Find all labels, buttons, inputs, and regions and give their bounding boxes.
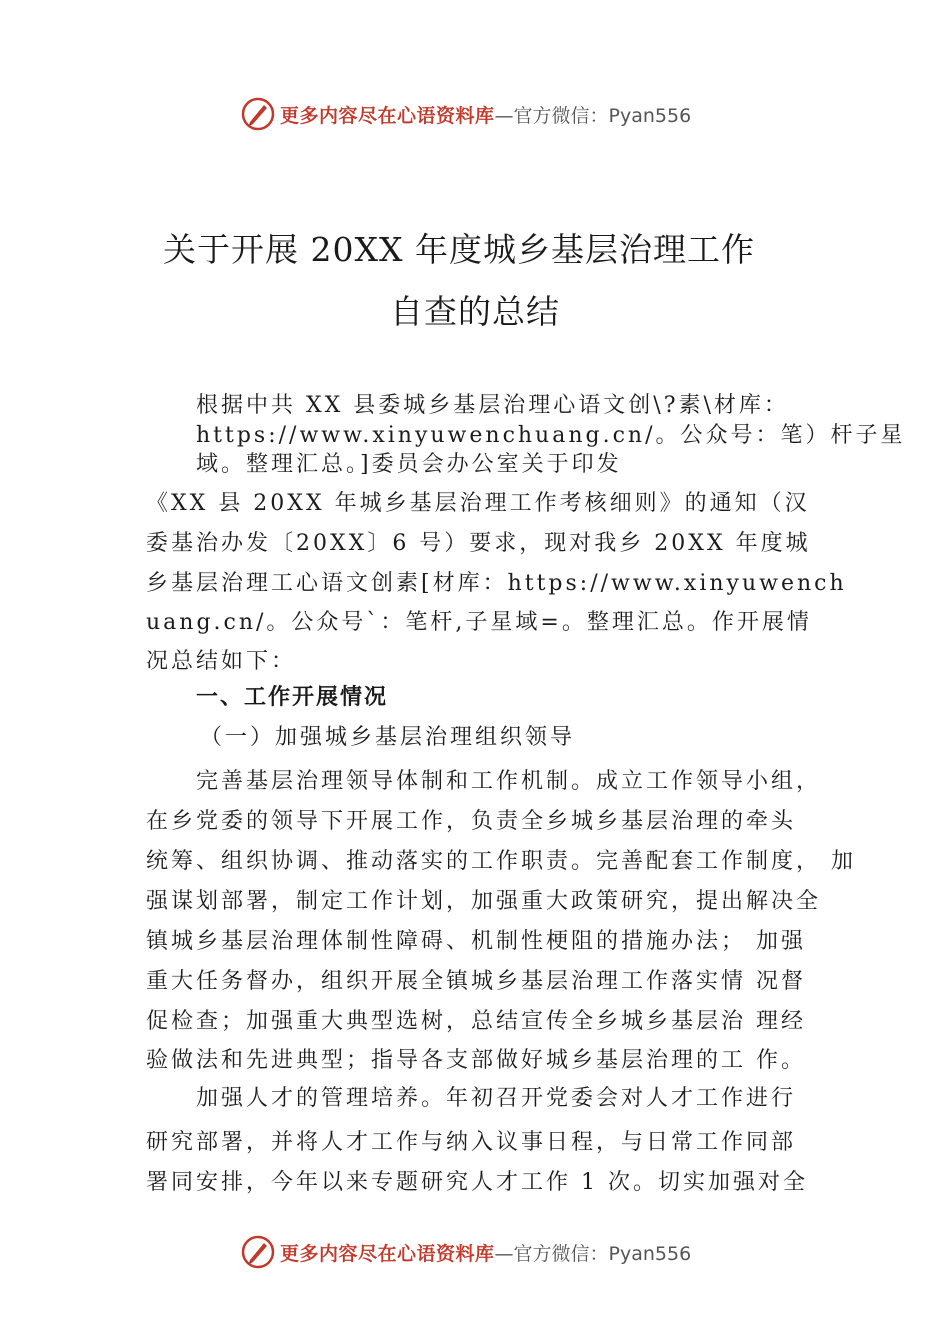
paragraph-line: 镇城乡基层治理体制性障碍、机制性梗阻的措施办法； 加强 [146, 929, 806, 954]
paragraph-line: 完善基层治理领导体制和工作机制。成立工作领导小组， [196, 769, 822, 794]
paragraph-line: 统筹、组织协调、推动落实的工作职责。完善配套工作制度， 加 [146, 849, 856, 874]
footer-banner [0, 1232, 950, 1272]
paragraph-line: 在乡党委的领导下开展工作，负责全乡城乡基层治理的牵头 [146, 809, 797, 834]
brand-logo-icon [240, 1234, 276, 1270]
banner-wechat: —官方微信：Pyan556 [494, 104, 692, 127]
subsection-heading: （一）加强城乡基层治理组织领导 [200, 725, 576, 750]
document-title-line1: 关于开展 20XX 年度城乡基层治理工作 [163, 230, 755, 269]
section-heading: 一、工作开展情况 [196, 685, 389, 710]
paragraph-line: 促检查；加强重大典型选树，总结宣传全乡城乡基层治 理经 [146, 1009, 806, 1034]
intro-line: 《XX 县 20XX 年城乡基层治理工作考核细则》的通知（汉 [146, 491, 810, 516]
intro-line: 根据中共 XX 县委城乡基层治理心语文创\?素\材库： [196, 393, 789, 418]
paragraph-line: 署同安排，今年以来专题研究人才工作 1 次。切实加强对全 [146, 1170, 808, 1195]
intro-line: 乡基层治理工心语文创素[材库：https://www.xinyuwench [146, 571, 847, 596]
paragraph-line: 研究部署，并将人才工作与纳入议事日程，与日常工作同部 [146, 1130, 797, 1155]
intro-line: uang.cn/。公众号`：笔杆,子星域=。整理汇总。作开展情 [146, 610, 812, 635]
banner-wechat: —官方微信：Pyan556 [494, 1242, 692, 1265]
header-banner [0, 94, 950, 134]
paragraph-line: 验做法和先进典型；指导各支部做好城乡基层治理的工 作。 [146, 1048, 806, 1073]
paragraph-line: 强谋划部署，制定工作计划，加强重大政策研究，提出解决全 [146, 889, 822, 914]
paragraph-line: 重大任务督办，组织开展全镇城乡基层治理工作落实情 况督 [146, 969, 806, 994]
intro-line: 委基治办发〔20XX〕6 号）要求，现对我乡 20XX 年度城 [146, 531, 811, 556]
banner-text: 更多内容尽在心语资料库 [280, 104, 495, 127]
document-title-line2: 自查的总结 [390, 292, 560, 331]
intro-line: 况总结如下： [146, 649, 297, 674]
paragraph-line: 加强人才的管理培养。年初召开党委会对人才工作进行 [196, 1086, 797, 1111]
brand-logo-icon [240, 96, 276, 132]
intro-line: https://www.xinyuwenchuang.cn/。公众号：笔）杆子星 [196, 423, 906, 448]
banner-text: 更多内容尽在心语资料库 [280, 1242, 495, 1265]
intro-line: 域。整理汇总。]委员会办公室关于印发 [196, 452, 622, 477]
